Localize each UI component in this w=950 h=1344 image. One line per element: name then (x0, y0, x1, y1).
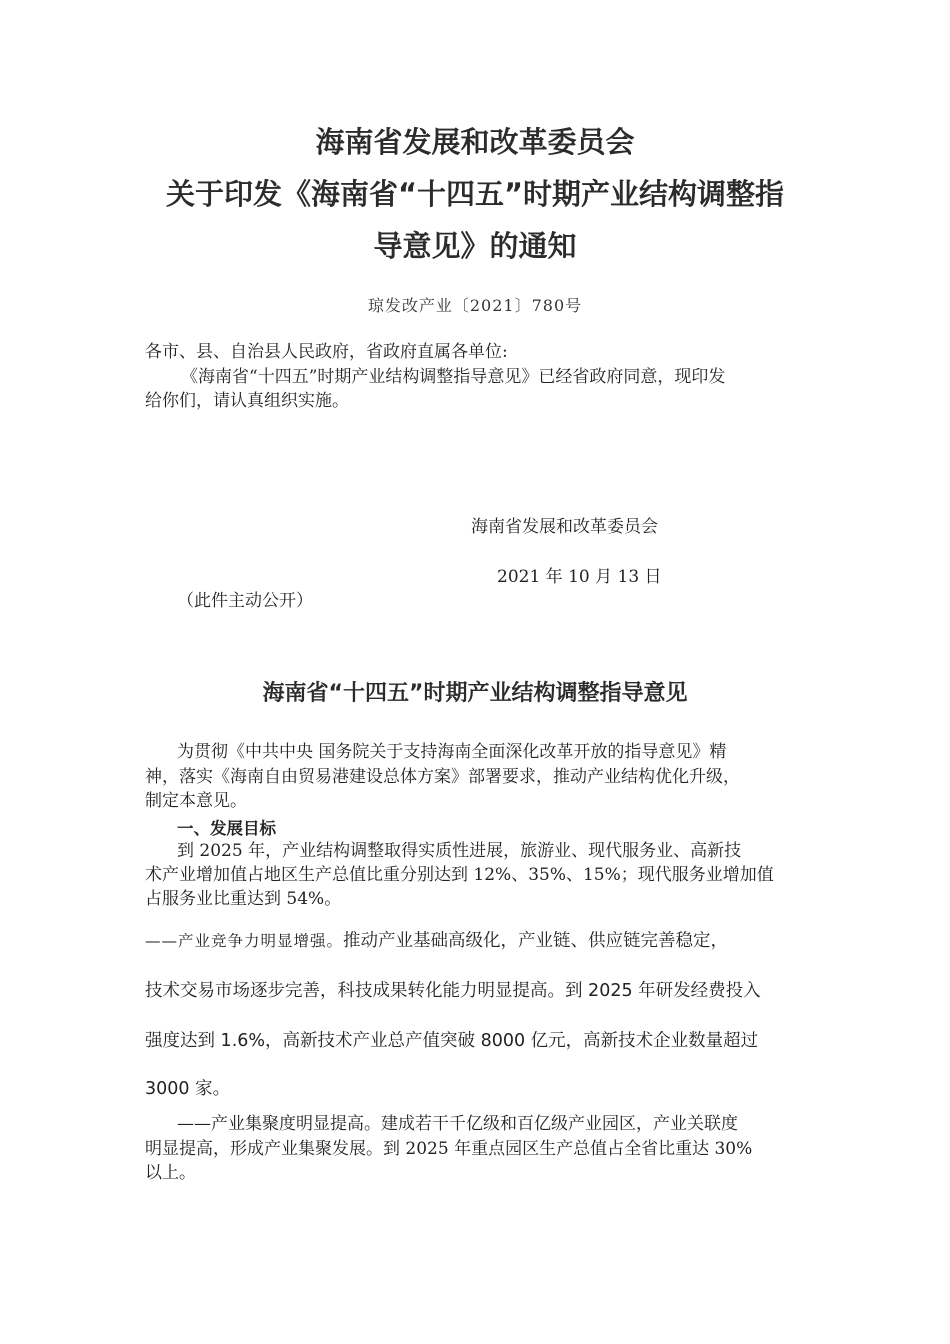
item-1-line-3: 强度达到 1.6%，高新技术产业总产值突破 8000 亿元，高新技术企业数量超过 (145, 1031, 759, 1051)
intro-line-2: 神，落实《海南自由贸易港建设总体方案》部署要求，推动产业结构优化升级， (145, 767, 740, 787)
item-1-line-4: 3000 家。 (145, 1079, 231, 1099)
notice-body-line-1: 《海南省“十四五”时期产业结构调整指导意见》已经省政府同意，现印发 (181, 367, 726, 387)
intro-line-1: 为贯彻《中共中央 国务院关于支持海南全面深化改革开放的指导意见》精 (177, 742, 727, 762)
signature-organization: 海南省发展和改革委员会 (471, 517, 658, 537)
intro-line-3: 制定本意见。 (145, 791, 247, 811)
disclosure-note: （此件主动公开） (177, 591, 313, 611)
goal-line-3: 占服务业比重达到 54%。 (145, 889, 342, 909)
section-heading-development-goals: 一、发展目标 (177, 819, 276, 838)
opinion-title: 海南省“十四五”时期产业结构调整指导意见 (262, 681, 688, 706)
item-2-line-2: 明显提高，形成产业集聚发展。到 2025 年重点园区生产总值占全省比重达 30% (145, 1139, 753, 1159)
signature-date: 2021 年 10 月 13 日 (497, 567, 662, 587)
goal-line-1: 到 2025 年，产业结构调整取得实质性进展，旅游业、现代服务业、高新技 (177, 841, 742, 861)
item-1-lead: ——产业竞争力明显增强。 (145, 932, 344, 950)
item-1-line-1 (145, 927, 728, 952)
item-2-line-1: ——产业集聚度明显提高。建成若干千亿级和百亿级产业园区，产业关联度 (177, 1114, 738, 1134)
item-2-line-3: 以上。 (145, 1163, 196, 1183)
document-number: 琼发改产业〔2021〕780号 (367, 296, 583, 315)
notice-title-line-2: 关于印发《海南省“十四五”时期产业结构调整指 (165, 177, 785, 211)
item-1-line-2: 技术交易市场逐步完善，科技成果转化能力明显提高。到 2025 年研发经费投入 (145, 981, 761, 1001)
notice-body-line-2: 给你们，请认真组织实施。 (145, 391, 349, 411)
notice-title-line-1: 海南省发展和改革委员会 (315, 125, 635, 159)
notice-title-line-3: 导意见》的通知 (373, 229, 577, 263)
goal-line-2: 术产业增加值占地区生产总值比重分别达到 12%、35%、15%；现代服务业增加值 (145, 865, 774, 885)
addressee: 各市、县、自治县人民政府，省政府直属各单位: (145, 342, 508, 362)
item-1-line-1-text: 推动产业基础高级化，产业链、供应链完善稳定， (343, 931, 729, 951)
